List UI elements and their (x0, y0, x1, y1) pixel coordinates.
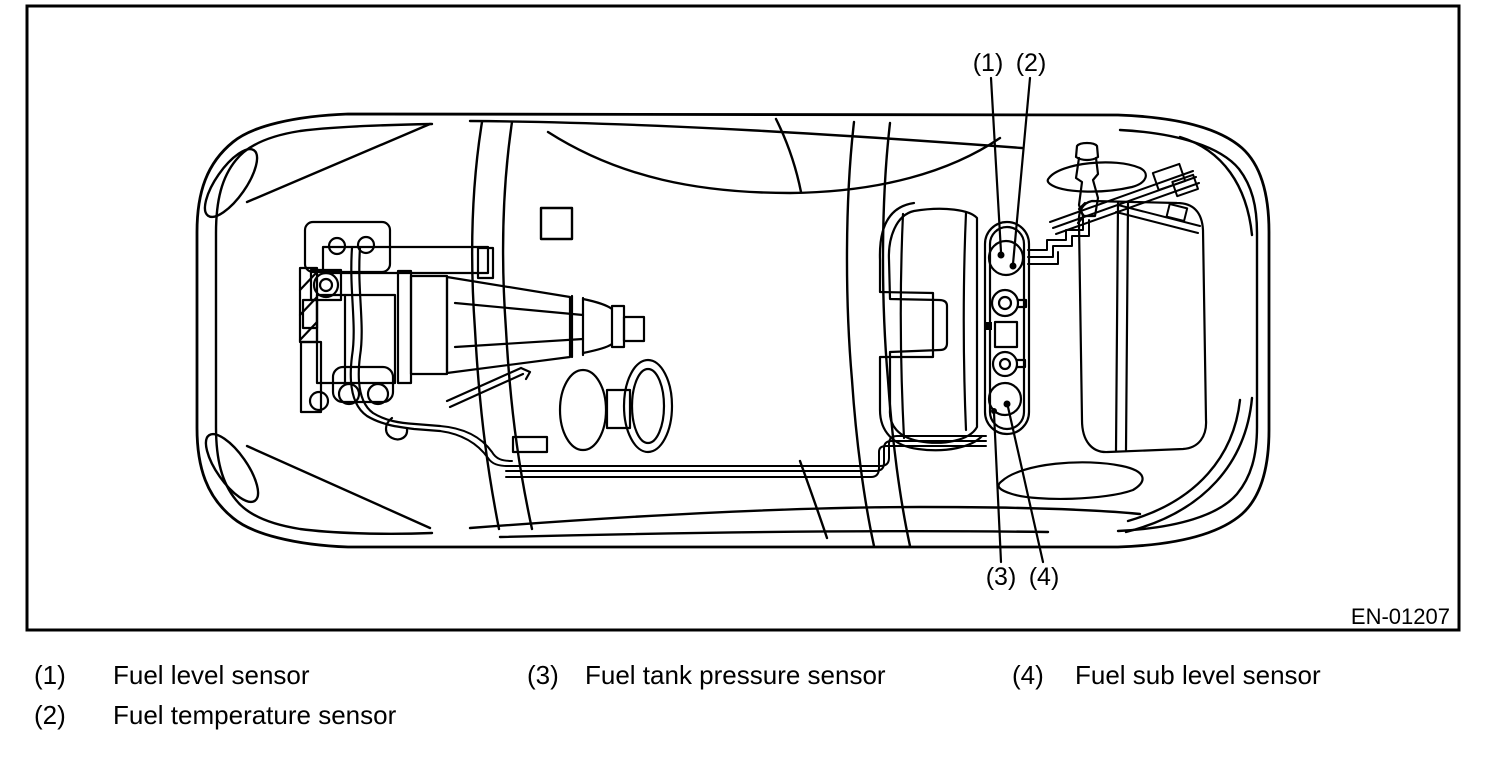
legend-num-4: (4) (1012, 660, 1044, 690)
callout-3-label: (3) (985, 563, 1017, 591)
sensor-dot-2 (1010, 263, 1017, 270)
legend-num-2: (2) (34, 700, 66, 730)
tank-pressure-sensor-mark (984, 322, 992, 330)
legend-num-1: (1) (34, 660, 66, 690)
figure-code: EN-01207 (1350, 604, 1450, 629)
legend-num-3: (3) (527, 660, 559, 690)
figure-frame (27, 6, 1459, 630)
legend-label-1: Fuel level sensor (113, 660, 310, 690)
callout-4-label: (4) (1028, 563, 1060, 591)
sensor-dot-4 (1004, 401, 1011, 408)
callout-1-label: (1) (972, 49, 1004, 77)
legend-label-4: Fuel sub level sensor (1075, 660, 1321, 690)
sensor-dot-3 (991, 408, 997, 414)
sensor-dot-1 (998, 252, 1005, 259)
callout-2-label: (2) (1015, 49, 1047, 77)
legend-label-2: Fuel temperature sensor (113, 700, 397, 730)
legend-label-3: Fuel tank pressure sensor (585, 660, 886, 690)
